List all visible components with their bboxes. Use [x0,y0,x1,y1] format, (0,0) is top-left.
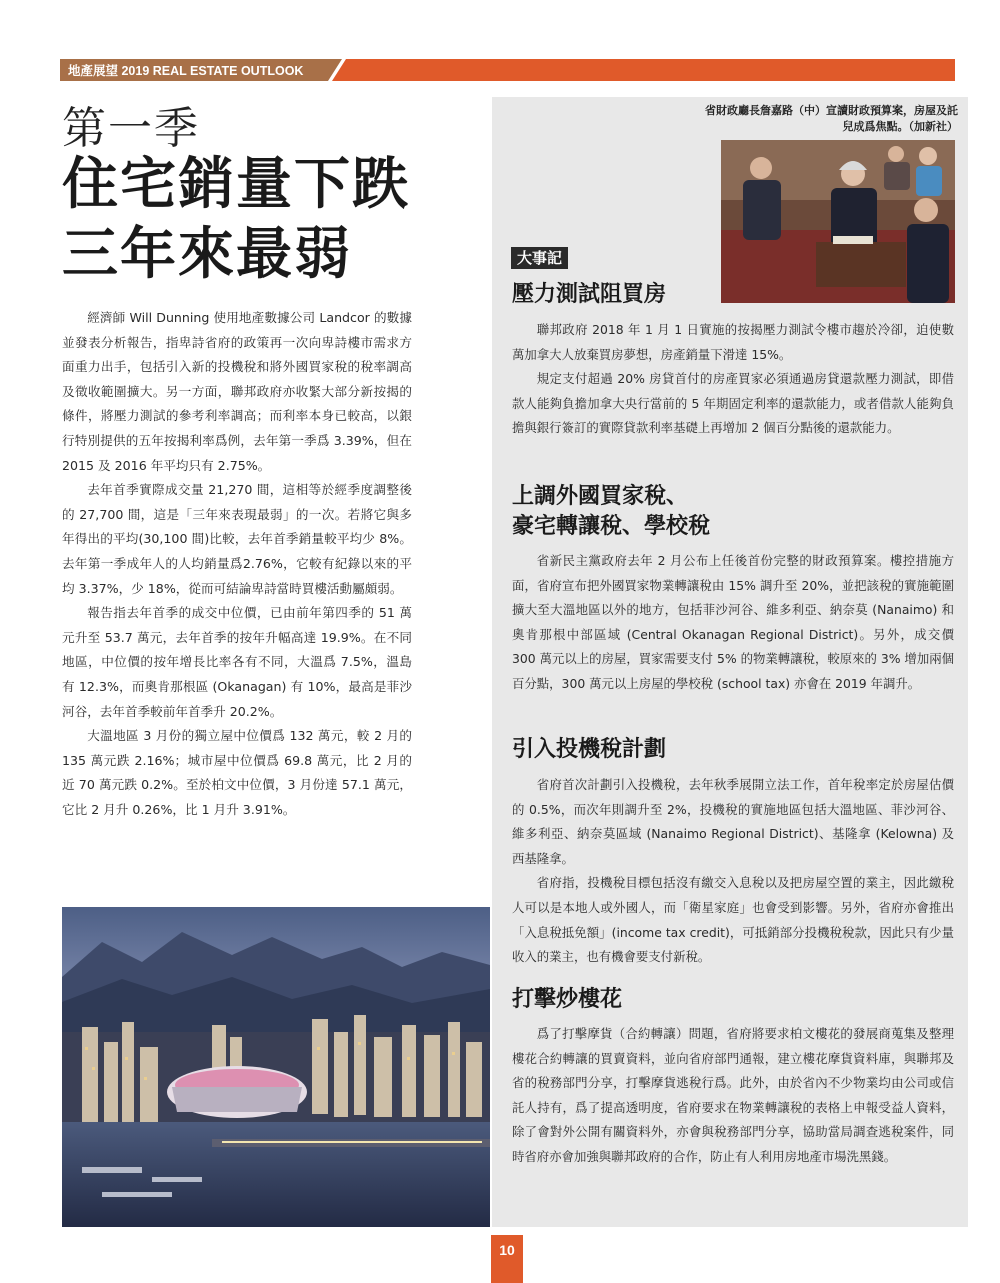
paragraph: 省府首次計劃引入投機稅，去年秋季展開立法工作，首年稅率定於房屋估價的 0.5%，而次年則調升至 2%，投機稅的實施地區包括大溫地區、菲沙河谷、維多利亞、納奈莫區域 (Nanaimo Regional District)、基隆拿 (Kelowna) 及西基隆拿。 [512,777,954,866]
paragraph: 省府指，投機稅目標包括沒有繳交入息稅以及把房屋空置的業主，因此繳稅人可以是本地人或外國人，而「衛星家庭」也會受到影響。另外，省府亦會推出「入息稅抵免額」(income tax credit)，可抵銷部分投機稅稅款，因此只有少量收入的業主，也有機會要支付新稅。 [512,875,954,965]
timeline-badge: 大事記 [511,247,568,269]
paragraph: 報告指去年首季的成交中位價，已由前年第四季的 51 萬元升至 53.7 萬元，去年首季的按年升幅高達 19.9%。在不同地區，中位價的按年增長比率各有不同，大溫爲 7.5%，溫島有 12.3%，而奧肯那根區 (Okanagan) 有 10%，最高是菲沙河谷，去年首季較前年首季升 20.2%。 [62,605,412,719]
section-body [512,549,954,697]
section-title: 壓力測試阻買房 [512,281,667,307]
paragraph: 規定支付超過 20% 房貸首付的房產買家必須通過房貸還款壓力測試，即借款人能夠負擔加拿大央行當前的 5 年期固定利率的還款能力，或者借款人能夠負擔與銀行簽訂的實際貸款利率基礎上再增加 2 個百分點後的還款能力。 [512,371,954,436]
season-title: 第一季 [62,103,200,154]
section-title-line-2: 豪宅轉讓稅、學校稅 [512,513,711,539]
budget-speech-photo [721,140,955,303]
paragraph: 大溫地區 3 月份的獨立屋中位價爲 132 萬元，較 2 月的 135 萬元跌 2.16%；城市屋中位價爲 69.8 萬元，比 2 月的近 70 萬元跌 0.2%。至於柏文中位價，3 月份達 57.1 萬元，它比 2 月升 0.26%，比 1 月升 3.91%。 [62,728,412,817]
left-article-body [62,306,412,822]
vancouver-skyline-photo [62,907,490,1227]
section-body [512,1022,954,1170]
paragraph: 去年首季實際成交量 21,270 間，這相等於經季度調整後的 27,700 間，這是「三年來表現最弱」的一次。若將它與多年得出的平均(30,100 間)比較，去年首季銷量較平均少 8%。去年第一季成年人的人均銷量爲2.76%，它較有紀錄以來的平均 3.37%，少 18%，從而可結論卑詩當時買樓活動屬頗弱。 [62,482,412,596]
main-title-line-2: 三年來最弱 [62,222,352,287]
paragraph: 聯邦政府 2018 年 1 月 1 日實施的按揭壓力測試令樓市趨於冷卻，迫使數萬加拿大人放棄買房夢想，房產銷量下滑達 15%。 [512,322,954,362]
header-label: 地產展望 2019 REAL ESTATE OUTLOOK [68,64,304,78]
paragraph: 省新民主黨政府去年 2 月公布上任後首份完整的財政預算案。樓控措施方面，省府宣布把外國買家物業轉讓稅由 15% 調升至 20%，並把該稅的實施範圍擴大至大溫地區以外的地方，包括菲沙河谷、維多利亞、納奈莫 (Nanaimo) 和奧肯那根中部區域 (Central Okanagan Regional District)。另外，成交價 300 萬元以上的房屋，買家需要支付 5% 的物業轉讓稅，較原來的 3% 增加兩個百分點，300 萬元以上房屋的學校稅 (school tax) 亦會在 2019 年調升。 [512,553,954,691]
paragraph: 經濟師 Will Dunning 使用地產數據公司 Landcor 的數據並發表分析報告，指卑詩省府的政策再一次向卑詩樓市需求方面重力出手，包括引入新的投機稅和將外國買家稅的稅率調高及徵收範圍擴大。另一方面，聯邦政府亦收緊大部分新按揭的條件，將壓力測試的參考利率調高；而利率本身已較高，以銀行特別提供的五年按揭利率爲例，去年第一季爲 3.39%，但在 2015 及 2016 年平均只有 2.75%。 [62,310,412,473]
section-title: 引入投機稅計劃 [512,736,667,762]
section-body [512,773,954,970]
paragraph: 爲了打擊摩貨（合約轉讓）問題，省府將要求柏文樓花的發展商蒐集及整理樓花合約轉讓的買賣資料，並向省府部門通報，建立樓花摩貨資料庫，與聯邦及省的稅務部門分享，打擊摩貨逃稅行爲。此外，由於省內不少物業均由公司或信託人持有，爲了提高透明度，省府要求在物業轉讓稅的表格上申報受益人資料，除了會對外公開有關資料外，亦會與稅務部門分享，協助當局調查逃稅案件，同時省府亦會加強與聯邦政府的合作，防止有人利用房地產市場洗黑錢。 [512,1026,954,1164]
main-title [62,150,410,290]
section-title: 上調外國買家稅、 [512,483,689,509]
section-title: 打擊炒樓花 [512,986,623,1012]
page-number: 10 [491,1235,523,1283]
main-title-line-1: 住宅銷量下跌 [62,152,410,217]
photo-caption: 省財政廳長詹嘉路（中）宣讀財政預算案，房屋及託兒成爲焦點。（加新社） [705,104,958,133]
section-body [512,318,954,441]
